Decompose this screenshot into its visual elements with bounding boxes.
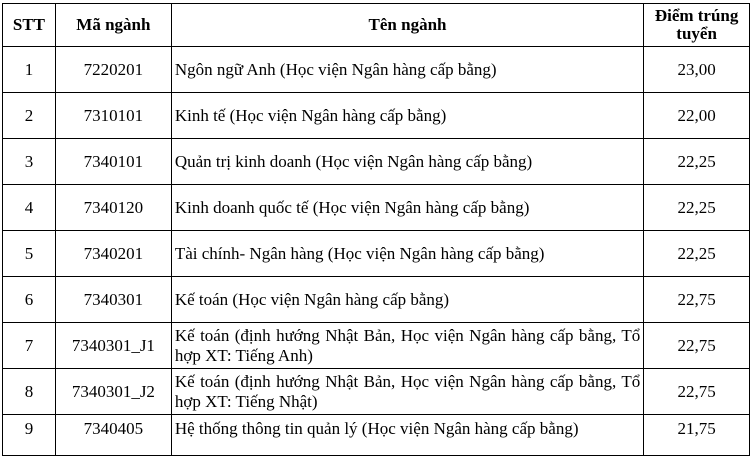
- table-header-row: [3, 4, 750, 47]
- row-score: 23,00: [644, 47, 750, 93]
- row-stt: 5: [3, 231, 56, 277]
- row-code: 7310101: [55, 93, 171, 139]
- row-name: Quản trị kinh doanh (Học viện Ngân hàng cấp bằng): [171, 139, 643, 185]
- row-code: 7340301_J2: [55, 369, 171, 415]
- table-row: [3, 231, 750, 277]
- admission-scores-table: [2, 3, 750, 456]
- row-code: 7340201: [55, 231, 171, 277]
- row-stt: 7: [3, 323, 56, 369]
- row-score: 22,25: [644, 231, 750, 277]
- row-score: 21,75: [644, 415, 750, 456]
- row-name: Tài chính- Ngân hàng (Học viện Ngân hàng cấp bằng): [171, 231, 643, 277]
- row-code: 7340301_J1: [55, 323, 171, 369]
- row-name: Kế toán (định hướng Nhật Bản, Học viện Ngân hàng cấp bằng, Tổ hợp XT: Tiếng Nhật): [171, 369, 643, 415]
- header-name: Tên ngành: [171, 4, 643, 47]
- row-score: 22,75: [644, 369, 750, 415]
- row-code: 7340405: [55, 415, 171, 456]
- row-stt: 4: [3, 185, 56, 231]
- header-score: Điểm trúng tuyển: [644, 4, 750, 47]
- table-row: [3, 415, 750, 456]
- table-row: [3, 369, 750, 415]
- table-row: [3, 277, 750, 323]
- table-row: [3, 185, 750, 231]
- row-name: Kinh tế (Học viện Ngân hàng cấp bằng): [171, 93, 643, 139]
- header-stt: STT: [3, 4, 56, 47]
- row-score: 22,75: [644, 277, 750, 323]
- row-code: 7340120: [55, 185, 171, 231]
- row-name: Kế toán (định hướng Nhật Bản, Học viện Ngân hàng cấp bằng, Tổ hợp XT: Tiếng Anh): [171, 323, 643, 369]
- row-name: Hệ thống thông tin quản lý (Học viện Ngân hàng cấp bằng): [171, 415, 643, 456]
- row-stt: 2: [3, 93, 56, 139]
- row-code: 7340301: [55, 277, 171, 323]
- row-stt: 9: [3, 415, 56, 456]
- row-stt: 8: [3, 369, 56, 415]
- table-row: [3, 93, 750, 139]
- row-score: 22,00: [644, 93, 750, 139]
- table-row: [3, 47, 750, 93]
- row-stt: 3: [3, 139, 56, 185]
- row-name: Kế toán (Học viện Ngân hàng cấp bằng): [171, 277, 643, 323]
- row-score: 22,25: [644, 185, 750, 231]
- row-code: 7340101: [55, 139, 171, 185]
- row-name: Kinh doanh quốc tế (Học viện Ngân hàng cấp bằng): [171, 185, 643, 231]
- row-stt: 1: [3, 47, 56, 93]
- row-score: 22,25: [644, 139, 750, 185]
- row-code: 7220201: [55, 47, 171, 93]
- row-name: Ngôn ngữ Anh (Học viện Ngân hàng cấp bằng): [171, 47, 643, 93]
- table-row: [3, 139, 750, 185]
- header-code: Mã ngành: [55, 4, 171, 47]
- row-score: 22,75: [644, 323, 750, 369]
- table-row: [3, 323, 750, 369]
- row-stt: 6: [3, 277, 56, 323]
